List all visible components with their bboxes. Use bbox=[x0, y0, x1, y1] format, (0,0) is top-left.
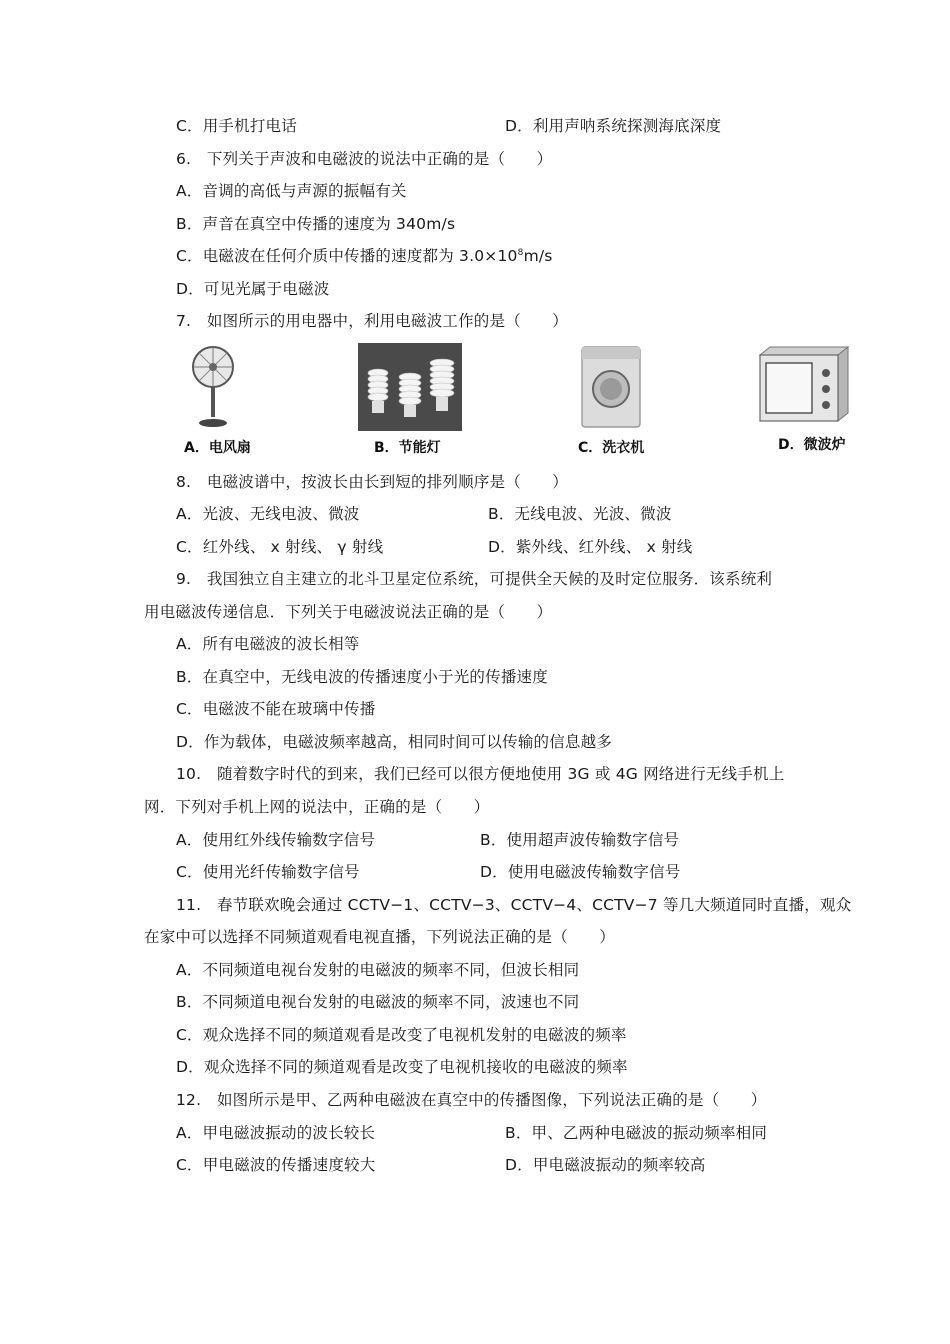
q12-option-b: B．甲、乙两种电磁波的振动频率相同 bbox=[505, 1124, 768, 1142]
q12-option-d: D．甲电磁波振动的频率较高 bbox=[505, 1156, 706, 1174]
q11-option-c: C．观众选择不同的频道观看是改变了电视机发射的电磁波的频率 bbox=[176, 1026, 627, 1044]
q12-stem: 12. 如图所示是甲、乙两种电磁波在真空中的传播图像，下列说法正确的是（ ） bbox=[176, 1091, 767, 1109]
q6-option-c bbox=[176, 246, 553, 266]
q8-option-d: D．紫外线、红外线、 x 射线 bbox=[488, 538, 693, 556]
q5-option-c: C．用手机打电话 bbox=[176, 117, 297, 135]
q9-option-a: A．所有电磁波的波长相等 bbox=[176, 635, 360, 653]
q7-caption-c: C．洗衣机 bbox=[578, 440, 645, 456]
q12-option-a: A．甲电磁波振动的波长较长 bbox=[176, 1124, 376, 1142]
q8-option-c: C．红外线、 x 射线、 γ 射线 bbox=[176, 538, 384, 556]
q11-option-a: A．不同频道电视台发射的电磁波的频率不同，但波长相同 bbox=[176, 961, 580, 979]
q7-caption-b: B．节能灯 bbox=[374, 440, 441, 456]
q12-option-c: C．甲电磁波的传播速度较大 bbox=[176, 1156, 376, 1174]
q6-option-a: A．音调的高低与声源的振幅有关 bbox=[176, 182, 407, 200]
q7-caption-a: A．电风扇 bbox=[184, 440, 251, 456]
q6-option-c-unit: m/s bbox=[523, 247, 553, 265]
q8-stem: 8. 电磁波谱中，按波长由长到短的排列顺序是（ ） bbox=[176, 473, 568, 491]
q11-option-b: B．不同频道电视台发射的电磁波的频率不同，波速也不同 bbox=[176, 993, 580, 1011]
q10-option-c: C．使用光纤传输数字信号 bbox=[176, 863, 360, 881]
q11-stem-line1: 11. 春节联欢晚会通过 CCTV−1、CCTV−3、CCTV−4、CCTV−7 等几大频道同时直播，观众 bbox=[176, 896, 852, 914]
q9-option-b: B．在真空中，无线电波的传播速度小于光的传播速度 bbox=[176, 668, 548, 686]
q10-option-a: A．使用红外线传输数字信号 bbox=[176, 831, 376, 849]
q10-stem-line1: 10. 随着数字时代的到来，我们已经可以很方便地使用 3G 或 4G 网络进行无线手机上 bbox=[176, 765, 785, 783]
q6-stem: 6. 下列关于声波和电磁波的说法中正确的是（ ） bbox=[176, 150, 553, 168]
q9-option-d: D．作为载体，电磁波频率越高，相同时间可以传输的信息越多 bbox=[176, 733, 613, 751]
q7-caption-d: D．微波炉 bbox=[778, 437, 846, 453]
q8-option-b: B．无线电波、光波、微波 bbox=[488, 505, 672, 523]
q11-option-d: D．观众选择不同的频道观看是改变了电视机接收的电磁波的频率 bbox=[176, 1058, 628, 1076]
q9-stem-line1: 9. 我国独立自主建立的北斗卫星定位系统，可提供全天候的及时定位服务．该系统利 bbox=[176, 570, 773, 588]
q6-option-c-text: C．电磁波在任何介质中传播的速度都为 3.0×10 bbox=[176, 247, 518, 265]
q11-stem-line2: 在家中可以选择不同频道观看电视直播，下列说法正确的是（ ） bbox=[144, 928, 616, 946]
q6-option-b: B．声音在真空中传播的速度为 340m/s bbox=[176, 215, 456, 233]
q9-stem-line2: 用电磁波传递信息．下列关于电磁波说法正确的是（ ） bbox=[144, 603, 553, 621]
q8-option-a: A．光波、无线电波、微波 bbox=[176, 505, 360, 523]
q5-option-d: D．利用声呐系统探测海底深度 bbox=[505, 117, 722, 135]
q6-option-d: D．可见光属于电磁波 bbox=[176, 280, 330, 298]
q7-stem: 7. 如图所示的用电器中，利用电磁波工作的是（ ） bbox=[176, 312, 568, 330]
q10-option-b: B．使用超声波传输数字信号 bbox=[480, 831, 680, 849]
q6-option-c-exponent: 8 bbox=[517, 248, 524, 258]
q10-option-d: D．使用电磁波传输数字信号 bbox=[480, 863, 681, 881]
q10-stem-line2: 网．下列对手机上网的说法中，正确的是（ ） bbox=[144, 798, 490, 816]
q9-option-c: C．电磁波不能在玻璃中传播 bbox=[176, 700, 376, 718]
